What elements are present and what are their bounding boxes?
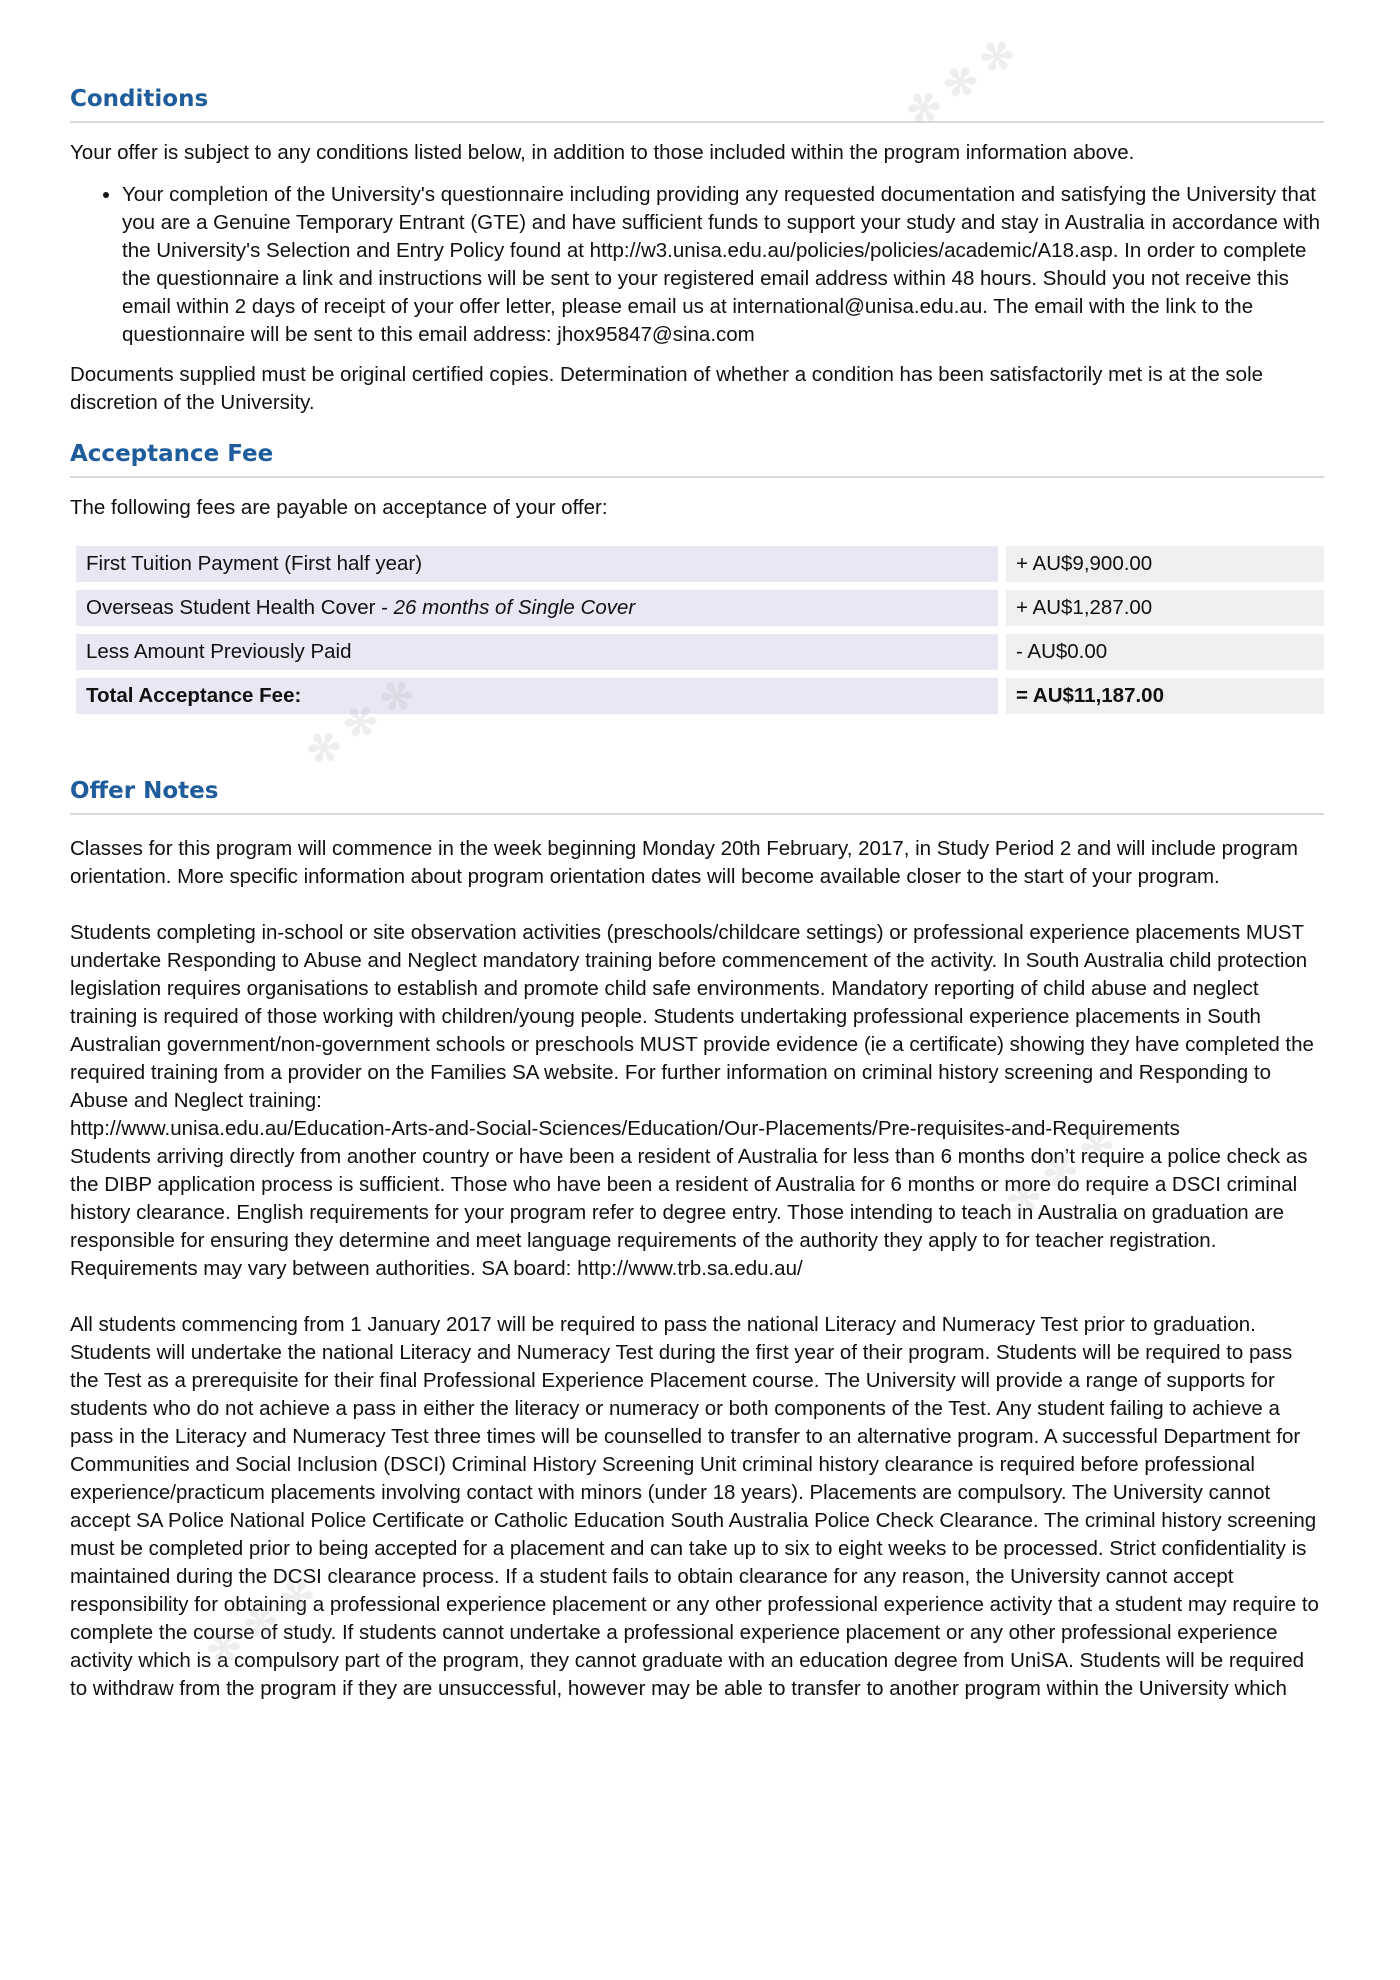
offer-note-paragraph — [70, 919, 1324, 1283]
fee-label — [76, 590, 998, 626]
fees-intro: The following fees are payable on acceptance of your offer: — [70, 496, 608, 519]
fee-label-detail: 26 months of Single Cover — [393, 596, 636, 619]
cell-gap — [998, 634, 1006, 670]
offer-notes-heading: Offer Notes — [70, 778, 1324, 815]
condition-item: • Your completion of the University's questionnaire including providing any requested documentation and satisfying the University that you are a Genuine Temporary Entrant (GTE) and have sufficient funds to support your study and stay in Australia in accordance with the University's Selection and Entry Policy found at http://w3.unisa.edu.au/policies/policies/academic/A18.asp. In order to complete the questionnaire a link and instructions will be sent to your registered email address within 48 hours. Should you not receive this email within 2 days of receipt of your offer letter, please email us at international@unisa.edu.au. The email with the link to the questionnaire will be sent to this email address: jhox95847@sina.com — [122, 181, 1324, 349]
offer-notes-section — [70, 778, 1324, 1703]
offer-note-paragraph: Classes for this program will commence in the week beginning Monday 20th February, 2017, in Study Period 2 and will include program orientation. More specific information about program orientation dates will become available closer to the start of your program. — [70, 837, 1298, 888]
conditions-intro: Your offer is subject to any conditions listed below, in addition to those included within the program information above. — [70, 141, 1135, 164]
fee-row — [76, 634, 1324, 670]
fee-row — [76, 590, 1324, 626]
cell-gap — [998, 590, 1006, 626]
cell-gap — [998, 546, 1006, 582]
conditions-heading: Conditions — [70, 86, 1324, 123]
placement-requirements-text: Students completing in-school or site observation activities (preschools/childcare settings) or professional experience placements MUST undertake Responding to Abuse and Neglect mandatory training before commencement of the activity. In South Australia child protection legislation requires organisations to establish and promote child safe environments. Mandatory reporting of child abuse and neglect training is required of those working with children/young people. Students undertaking professional experience placements in South Australian government/non-government schools or preschools MUST provide evidence (ie a certificate) showing they have completed the required training from a provider on the Families SA website. For further information on criminal history screening and Responding to Abuse and Neglect training: — [70, 921, 1314, 1112]
fee-row — [76, 546, 1324, 582]
fee-amount: + AU$1,287.00 — [1006, 590, 1324, 626]
fee-amount: - AU$0.00 — [1006, 634, 1324, 670]
fee-amount: + AU$9,900.00 — [1006, 546, 1324, 582]
offer-notes-body — [70, 835, 1324, 1703]
total-amount: = AU$11,187.00 — [1006, 678, 1324, 714]
fee-label-text: Overseas Student Health Cover - — [86, 596, 394, 619]
conditions-list — [70, 181, 1324, 349]
watermark: ✻ ✻ ✻ — [198, 1569, 325, 1677]
conditions-section — [70, 86, 1324, 417]
acceptance-fee-section — [70, 441, 1324, 722]
fee-label-text: Less Amount Previously Paid — [86, 640, 352, 663]
fee-total-row — [76, 678, 1324, 714]
watermark: ✻ ✻ ✻ — [998, 1119, 1125, 1227]
watermark: ✻ ✻ ✻ — [898, 29, 1025, 137]
documents-note: Documents supplied must be original certified copies. Determination of whether a condition has been satisfactorily met is at the sole discretion of the University. — [70, 363, 1264, 414]
acceptance-fee-heading: Acceptance Fee — [70, 441, 1324, 478]
offer-letter-page — [70, 0, 1324, 1703]
watermark: ✻ ✻ ✻ — [298, 669, 425, 777]
offer-note-paragraph: All students commencing from 1 January 2017 will be required to pass the national Literacy and Numeracy Test prior to graduation. Students will undertake the national Literacy and Numeracy Test during the first year of their program. Students will be required to pass the Test as a prerequisite for their final Professional Experience Placement course. The University will provide a range of supports for students who do not achieve a pass in either the literacy or numeracy or both components of the Test. Any student failing to achieve a pass in the Literacy and Numeracy Test three times will be counselled to transfer to an alternative program. A successful Department for Communities and Social Inclusion (DSCI) Criminal History Screening Unit criminal history clearance is required before professional experience/practicum placements involving contact with minors (under 18 years). Placements are compulsory. The University cannot accept SA Police National Police Certificate or Catholic Education South Australia Police Check Clearance. The criminal history screening must be completed prior to being accepted for a placement and can take up to six to eight weeks to be processed. Strict confidentiality is maintained during the DCSI clearance process. If a student fails to obtain clearance for any reason, the University cannot accept responsibility for obtaining a professional experience placement or any other professional experience activity that a student may require to complete the course of study. If students cannot undertake a professional experience placement or any other professional experience activity which is a compulsory part of the program, they cannot graduate with an education degree from UniSA. Students will be required to withdraw from the program if they are unsuccessful, however may be able to transfer to another program within the University which — [70, 1313, 1319, 1700]
fee-label — [76, 546, 998, 582]
placement-requirements-continued: Students arriving directly from another country or have been a resident of Australia for less than 6 months don’t require a police check as the DIBP application process is sufficient. Those who have been a resident of Australia for 6 months or more do require a DSCI criminal history clearance. English requirements for your program refer to degree entry. Those intending to teach in Australia on graduation are responsible for ensuring they determine and meet language requirements of the authority they apply to for teacher registration. Requirements may vary between authorities. SA board: http://www.trb.sa.edu.au/ — [70, 1145, 1308, 1280]
total-label: Total Acceptance Fee: — [76, 678, 998, 714]
fee-label — [76, 634, 998, 670]
cell-gap — [998, 678, 1006, 714]
placements-link[interactable]: http://www.unisa.edu.au/Education-Arts-and-Social-Sciences/Education/Our-Placements/Pre-requisites-and-Requirements — [70, 1117, 1180, 1140]
fee-label-text: First Tuition Payment (First half year) — [86, 552, 423, 575]
fees-table — [76, 538, 1324, 722]
